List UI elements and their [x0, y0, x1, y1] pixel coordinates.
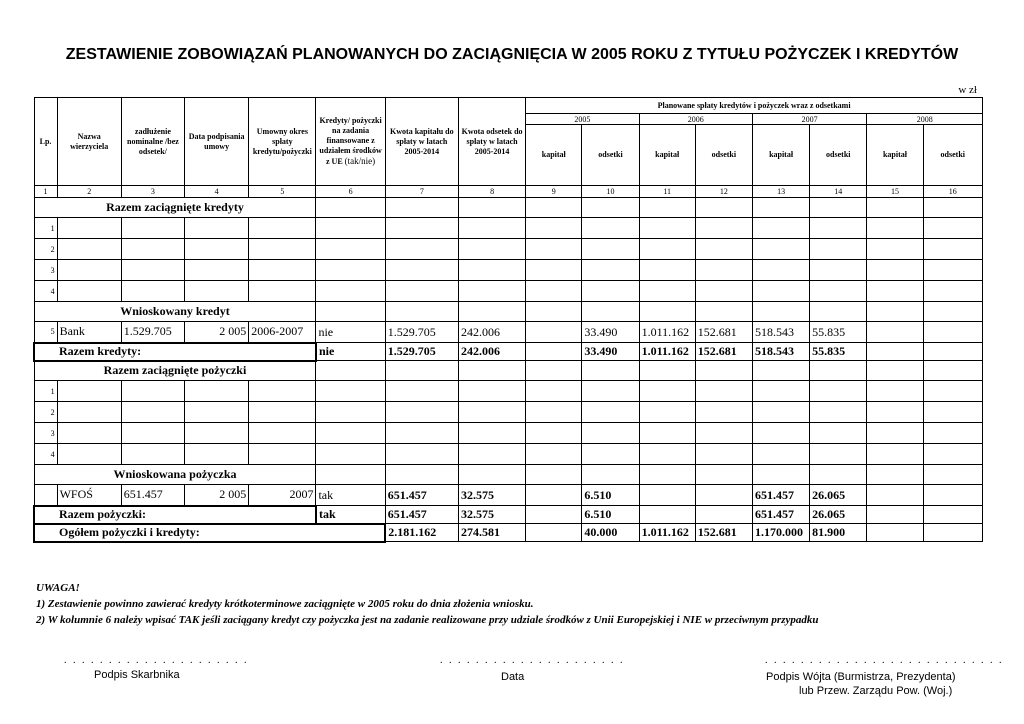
column-number: 4 [185, 186, 249, 198]
creditor-name: WFOŚ [57, 485, 121, 506]
interest-2006: 152.681 [695, 343, 752, 361]
column-number: 9 [526, 186, 582, 198]
repayment-period: 2007 [249, 485, 316, 506]
capital-2007: 651.457 [752, 506, 809, 524]
header-eu-yesno: (tak/nie) [344, 156, 376, 166]
creditor-name: Bank [57, 322, 121, 343]
table-row [34, 322, 983, 343]
header-year-2005: 2005 [526, 114, 639, 125]
table-row [34, 423, 983, 444]
capital-2006: 1.011.162 [639, 343, 695, 361]
column-number: 2 [57, 186, 121, 198]
column-number: 11 [639, 186, 695, 198]
table-row [34, 444, 983, 465]
header-odsetki: odsetki [923, 125, 982, 186]
section-row [34, 302, 983, 322]
capital-2007: 518.543 [752, 343, 809, 361]
table-row [34, 485, 983, 506]
capital-2007: 651.457 [752, 485, 809, 506]
section-row [34, 465, 983, 485]
header-interest: Kwota odsetek do spłaty w latach 2005-2014 [458, 98, 525, 186]
capital-amount: 2.181.162 [385, 524, 458, 542]
capital-2006: 1.011.162 [639, 524, 695, 542]
interest-2007: 55.835 [810, 322, 867, 343]
interest-2006: 152.681 [695, 524, 752, 542]
currency-unit: w zł [958, 84, 977, 96]
interest-2005: 40.000 [582, 524, 639, 542]
header-odsetki: odsetki [582, 125, 639, 186]
nominal-debt: 651.457 [121, 485, 184, 506]
treasurer-signature-label: Podpis Skarbnika [94, 669, 180, 681]
eu-flag: nie [316, 343, 385, 361]
header-lp: Lp. [34, 98, 57, 186]
row-number: 1 [34, 381, 57, 402]
column-number: 7 [385, 186, 458, 198]
column-number: 15 [867, 186, 923, 198]
header-sign-date: Data podpisania umowy [185, 98, 249, 186]
header-year-2006: 2006 [639, 114, 752, 125]
total-row [34, 343, 983, 361]
grand-total-row [34, 524, 983, 542]
sign-date: 2 005 [185, 322, 249, 343]
table-row [34, 239, 983, 260]
interest-amount: 32.575 [458, 485, 525, 506]
notes-heading: UWAGA! [36, 582, 80, 594]
interest-amount: 32.575 [458, 506, 525, 524]
sign-date: 2 005 [185, 485, 249, 506]
interest-2007: 81.900 [810, 524, 867, 542]
table-row [34, 281, 983, 302]
grand-total-text: Ogółem pożyczki i kredyty: [59, 525, 200, 539]
interest-2007: 55.835 [810, 343, 867, 361]
interest-2006: 152.681 [695, 322, 752, 343]
column-number: 10 [582, 186, 639, 198]
header-eu-text: Kredyty/ pożyczki na zadania finansowane z udziałem środków z UE [319, 116, 382, 166]
header-debt: zadłużenie nominalne /bez odsetek/ [121, 98, 184, 186]
interest-amount: 274.581 [458, 524, 525, 542]
notes [36, 580, 818, 628]
column-number: 12 [695, 186, 752, 198]
row-number: 2 [34, 402, 57, 423]
interest-2007: 26.065 [810, 506, 867, 524]
header-odsetki: odsetki [695, 125, 752, 186]
interest-2005: 33.490 [582, 343, 639, 361]
mayor-signature-label: Podpis Wójta (Burmistrza, Prezydenta) [766, 671, 956, 683]
section-loans-taken: Razem zaciągnięte pożyczki [34, 361, 316, 381]
capital-2006: 1.011.162 [639, 322, 695, 343]
column-number: 5 [249, 186, 316, 198]
eu-flag: nie [316, 322, 385, 343]
loans-total-text: Razem pożyczki: [59, 507, 146, 521]
interest-2005: 33.490 [582, 322, 639, 343]
eu-flag: tak [316, 506, 385, 524]
capital-2007: 1.170.000 [752, 524, 809, 542]
obligations-table [33, 97, 983, 543]
header-name: Nazwa wierzyciela [57, 98, 121, 186]
header-odsetki: odsetki [810, 125, 867, 186]
row-number: 4 [34, 444, 57, 465]
credits-total-label [34, 343, 316, 361]
signature-line-treasurer: . . . . . . . . . . . . . . . . . . . . . [64, 655, 249, 666]
header-kapital: kapitał [867, 125, 923, 186]
capital-amount: 1.529.705 [385, 343, 458, 361]
signature-line-date: . . . . . . . . . . . . . . . . . . . . . [440, 655, 625, 666]
page-title: ZESTAWIENIE ZOBOWIĄZAŃ PLANOWANYCH DO ZACIĄGNIĘCIA W 2005 ROKU Z TYTUŁU POŻYCZEK I KREDYTÓW [65, 46, 959, 63]
column-number: 14 [810, 186, 867, 198]
capital-amount: 651.457 [385, 506, 458, 524]
column-number: 3 [121, 186, 184, 198]
table-row [34, 260, 983, 281]
header-year-2008: 2008 [867, 114, 983, 125]
notes-line-1: 1) Zestawienie powinno zawierać kredyty krótkoterminowe zaciągnięte w 2005 roku do dnia złożenia wniosku. [36, 598, 534, 610]
grand-total-label [34, 524, 385, 542]
eu-flag: tak [316, 485, 385, 506]
section-credits-taken: Razem zaciągnięte kredyty [34, 198, 316, 218]
capital-2007: 518.543 [752, 322, 809, 343]
header-capital: Kwota kapitału do spłaty w latach 2005-2014 [385, 98, 458, 186]
repayment-period: 2006-2007 [249, 322, 316, 343]
loans-total-label [34, 506, 316, 524]
header-terms: Umowny okres spłaty kredytu/pożyczki [249, 98, 316, 186]
interest-2005: 6.510 [582, 485, 639, 506]
column-number: 1 [34, 186, 57, 198]
nominal-debt: 1.529.705 [121, 322, 184, 343]
interest-amount: 242.006 [458, 322, 525, 343]
section-row [34, 361, 983, 381]
capital-2005 [526, 322, 582, 343]
header-kapital: kapitał [752, 125, 809, 186]
interest-2005: 6.510 [582, 506, 639, 524]
row-number: 1 [34, 218, 57, 239]
interest-2007: 26.065 [810, 485, 867, 506]
column-numbers-row [34, 186, 983, 198]
column-number: 16 [923, 186, 982, 198]
header-year-2007: 2007 [752, 114, 866, 125]
row-number: 4 [34, 281, 57, 302]
row-number: 5 [34, 322, 57, 343]
interest-amount: 242.006 [458, 343, 525, 361]
board-chair-signature-label: lub Przew. Zarządu Pow. (Woj.) [799, 685, 953, 697]
credits-total-text: Razem kredyty: [59, 344, 142, 358]
header-planned: Planowane spłaty kredytów i pożyczek wraz z odsetkami [526, 98, 983, 114]
capital-amount: 651.457 [385, 485, 458, 506]
section-credit-requested: Wnioskowany kredyt [34, 302, 316, 322]
table-row [34, 381, 983, 402]
total-row [34, 506, 983, 524]
table-row [34, 402, 983, 423]
header-kapital: kapitał [526, 125, 582, 186]
capital-amount: 1.529.705 [385, 322, 458, 343]
row-number: 3 [34, 260, 57, 281]
signature-line-mayor: . . . . . . . . . . . . . . . . . . . . . . . . . . . [765, 655, 1004, 666]
column-number: 8 [458, 186, 525, 198]
row-number: 3 [34, 423, 57, 444]
column-number: 13 [752, 186, 809, 198]
table-row [34, 218, 983, 239]
header-eu [316, 98, 385, 186]
notes-line-2: 2) W kolumnie 6 należy wpisać TAK jeśli zaciągany kredyt czy pożyczka jest na zadanie realizowane przy udziale środków z Unii Europejskiej i NIE w przeciwnym przypadku [36, 614, 819, 626]
header-kapital: kapitał [639, 125, 695, 186]
row-number: 2 [34, 239, 57, 260]
section-row [34, 198, 983, 218]
date-label: Data [501, 671, 525, 683]
column-number: 6 [316, 186, 385, 198]
section-loan-requested: Wnioskowana pożyczka [34, 465, 316, 485]
